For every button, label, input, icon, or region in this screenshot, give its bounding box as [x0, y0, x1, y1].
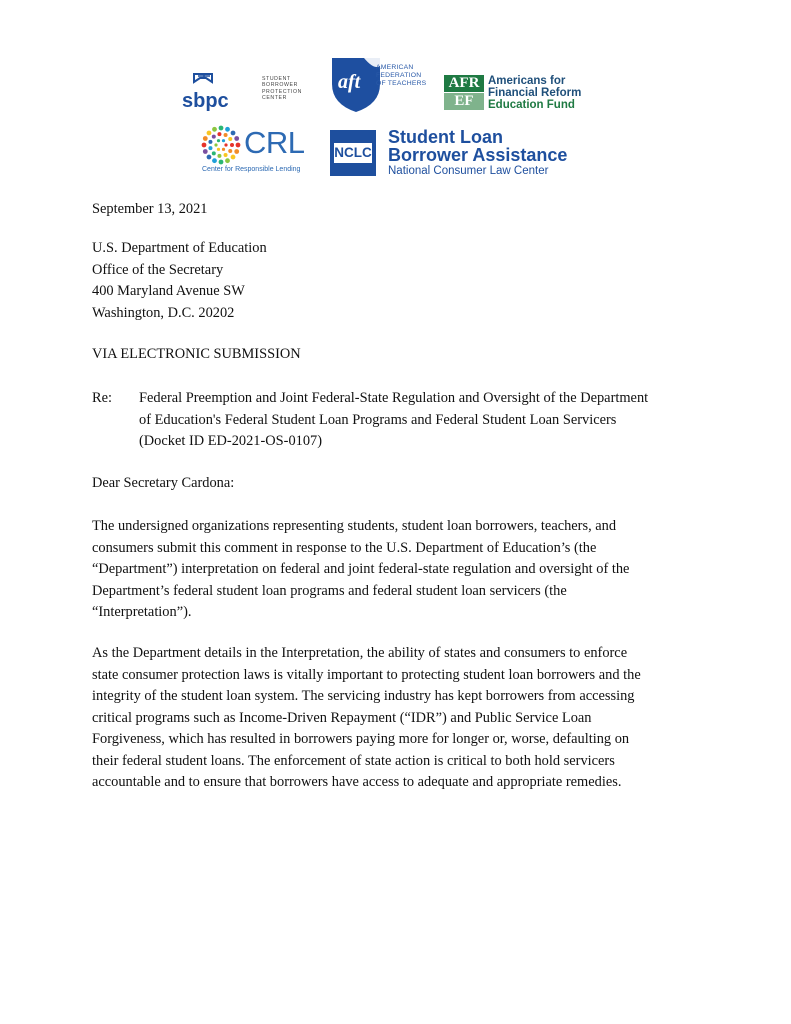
crl-dot	[224, 153, 228, 157]
paragraph-line: accountable and to ensure that borrowers have access to adequate and appropriate remedies.	[92, 774, 622, 790]
crl-dot	[225, 158, 230, 163]
crl-dot	[217, 154, 221, 158]
sbpc-logo	[182, 72, 312, 112]
nclc-box	[330, 130, 376, 176]
crl-dot	[207, 155, 212, 160]
paragraph-line: “Interpretation”).	[92, 604, 192, 620]
paragraph-line: state consumer protection laws is vitally important to protecting student loan borrowers and the	[92, 666, 641, 683]
paragraph-line: their federal student loans. The enforcement of state action is critical to both hold servicers	[92, 752, 615, 769]
aft-subtitle	[376, 64, 426, 88]
crl-dot	[208, 140, 212, 144]
nclc-line1: Student Loan	[388, 127, 503, 147]
submission-method: VIA ELECTRONIC SUBMISSION	[92, 346, 301, 362]
crl-dot	[228, 137, 232, 141]
crl-dot	[212, 127, 217, 132]
afr-name-line: Education Fund	[488, 99, 575, 111]
crl-dot	[224, 133, 228, 137]
sbpc-shield-logo-icon	[182, 72, 240, 112]
paragraph-line: consumers submit this comment in response to the U.S. Department of Education’s (the	[92, 539, 597, 556]
re-subject-line: of Education's Federal Student Loan Programs and Federal Student Loan Servicers	[139, 411, 617, 428]
crl-dot	[202, 143, 207, 148]
re-subject-line: (Docket ID ED-2021-OS-0107)	[139, 433, 323, 449]
crl-dot	[234, 149, 239, 154]
aft-shield-logo-icon	[330, 56, 382, 114]
recipient-address	[92, 238, 267, 324]
re-subject-line: Federal Preemption and Joint Federal-State Regulation and Oversight of the Department	[139, 390, 649, 406]
crl-dot	[234, 136, 239, 141]
crl-dot	[217, 139, 220, 142]
paragraph-line: critical programs such as Income-Driven Repayment (“IDR”) and Public Service Loan	[92, 709, 592, 726]
paragraph-line: integrity of the student loan system. The servicing industry has kept borrowers from accessing	[92, 688, 635, 704]
paragraph-line: The undersigned organizations representing students, student loan borrowers, teachers, and	[92, 518, 617, 534]
paragraph-1	[92, 516, 702, 624]
aft-subtitle-line: FEDERATION	[376, 72, 422, 79]
crl-subtitle: Center for Responsible Lending	[202, 166, 301, 173]
crl-dot	[212, 158, 217, 163]
sbpc-subtitle-line: CENTER	[262, 95, 287, 102]
afr-name-line: Financial Reform	[488, 87, 582, 99]
re-subject	[139, 388, 709, 453]
crl-logo	[200, 124, 315, 176]
nclc-name	[388, 128, 567, 179]
crl-dot	[222, 139, 225, 142]
crl-dot	[212, 151, 216, 155]
paragraph-line: Department’s federal student loan programs and federal student loan servicers (the	[92, 582, 567, 599]
afr-logo	[444, 75, 594, 111]
crl-dot	[217, 132, 221, 136]
paragraph-line: Forgiveness, which has resulted in borrowers paying more for longer or, worse, defaulting on	[92, 731, 630, 747]
crl-dot	[217, 148, 220, 151]
nclc-box-label: NCLC	[334, 145, 372, 160]
afr-box	[444, 75, 484, 111]
sbpc-subtitle-line: BORROWER	[262, 82, 298, 89]
nclc-line2: Borrower Assistance	[388, 145, 568, 165]
afr-name	[488, 75, 581, 111]
crl-dot	[219, 126, 224, 131]
crl-dot	[203, 136, 208, 141]
afr-box-top: AFR	[444, 75, 484, 92]
afr-name-line: Americans for	[488, 75, 566, 87]
paragraph-line: As the Department details in the Interpretation, the ability of states and consumers to enforce	[92, 645, 628, 661]
re-label: Re:	[92, 390, 112, 406]
crl-dot	[222, 148, 225, 151]
address-line: Office of the Secretary	[92, 261, 224, 278]
sbpc-subtitle-line: PROTECTION	[262, 88, 303, 95]
sbpc-subtitle-line: STUDENT	[262, 76, 291, 82]
salutation: Dear Secretary Cardona:	[92, 475, 235, 491]
paragraph-2	[92, 643, 702, 794]
crl-dot	[214, 143, 217, 146]
crl-letters: CRL	[244, 125, 305, 160]
aft-mark-text: aft	[338, 71, 361, 93]
crl-dot-circle-icon	[200, 124, 242, 166]
crl-dot	[230, 143, 234, 147]
sbpc-subtitle	[262, 76, 302, 102]
aft-subtitle-line: OF TEACHERS	[376, 80, 427, 87]
crl-dot	[212, 135, 216, 139]
sbpc-letters: sbpc	[182, 90, 229, 112]
afr-box-bottom: EF	[444, 93, 484, 110]
crl-dot	[231, 131, 236, 136]
crl-dot	[208, 146, 212, 150]
crl-dot	[203, 149, 208, 154]
crl-dot	[231, 155, 236, 160]
crl-dot	[228, 149, 232, 153]
address-line: 400 Maryland Avenue SW	[92, 283, 245, 299]
aft-subtitle-line: AMERICAN	[376, 64, 414, 71]
crl-dot	[236, 143, 241, 148]
letter-date: September 13, 2021	[92, 201, 208, 217]
address-line: U.S. Department of Education	[92, 240, 267, 256]
crl-dot	[224, 143, 227, 146]
nclc-line3: National Consumer Law Center	[388, 165, 549, 177]
crl-dot	[219, 160, 224, 165]
aft-logo	[330, 56, 440, 114]
nclc-logo	[330, 128, 570, 178]
crl-dot	[225, 127, 230, 132]
crl-dot	[207, 131, 212, 136]
address-line: Washington, D.C. 20202	[92, 304, 235, 321]
paragraph-line: “Department”) interpretation on federal and joint federal-state regulation and oversight of the	[92, 561, 630, 577]
